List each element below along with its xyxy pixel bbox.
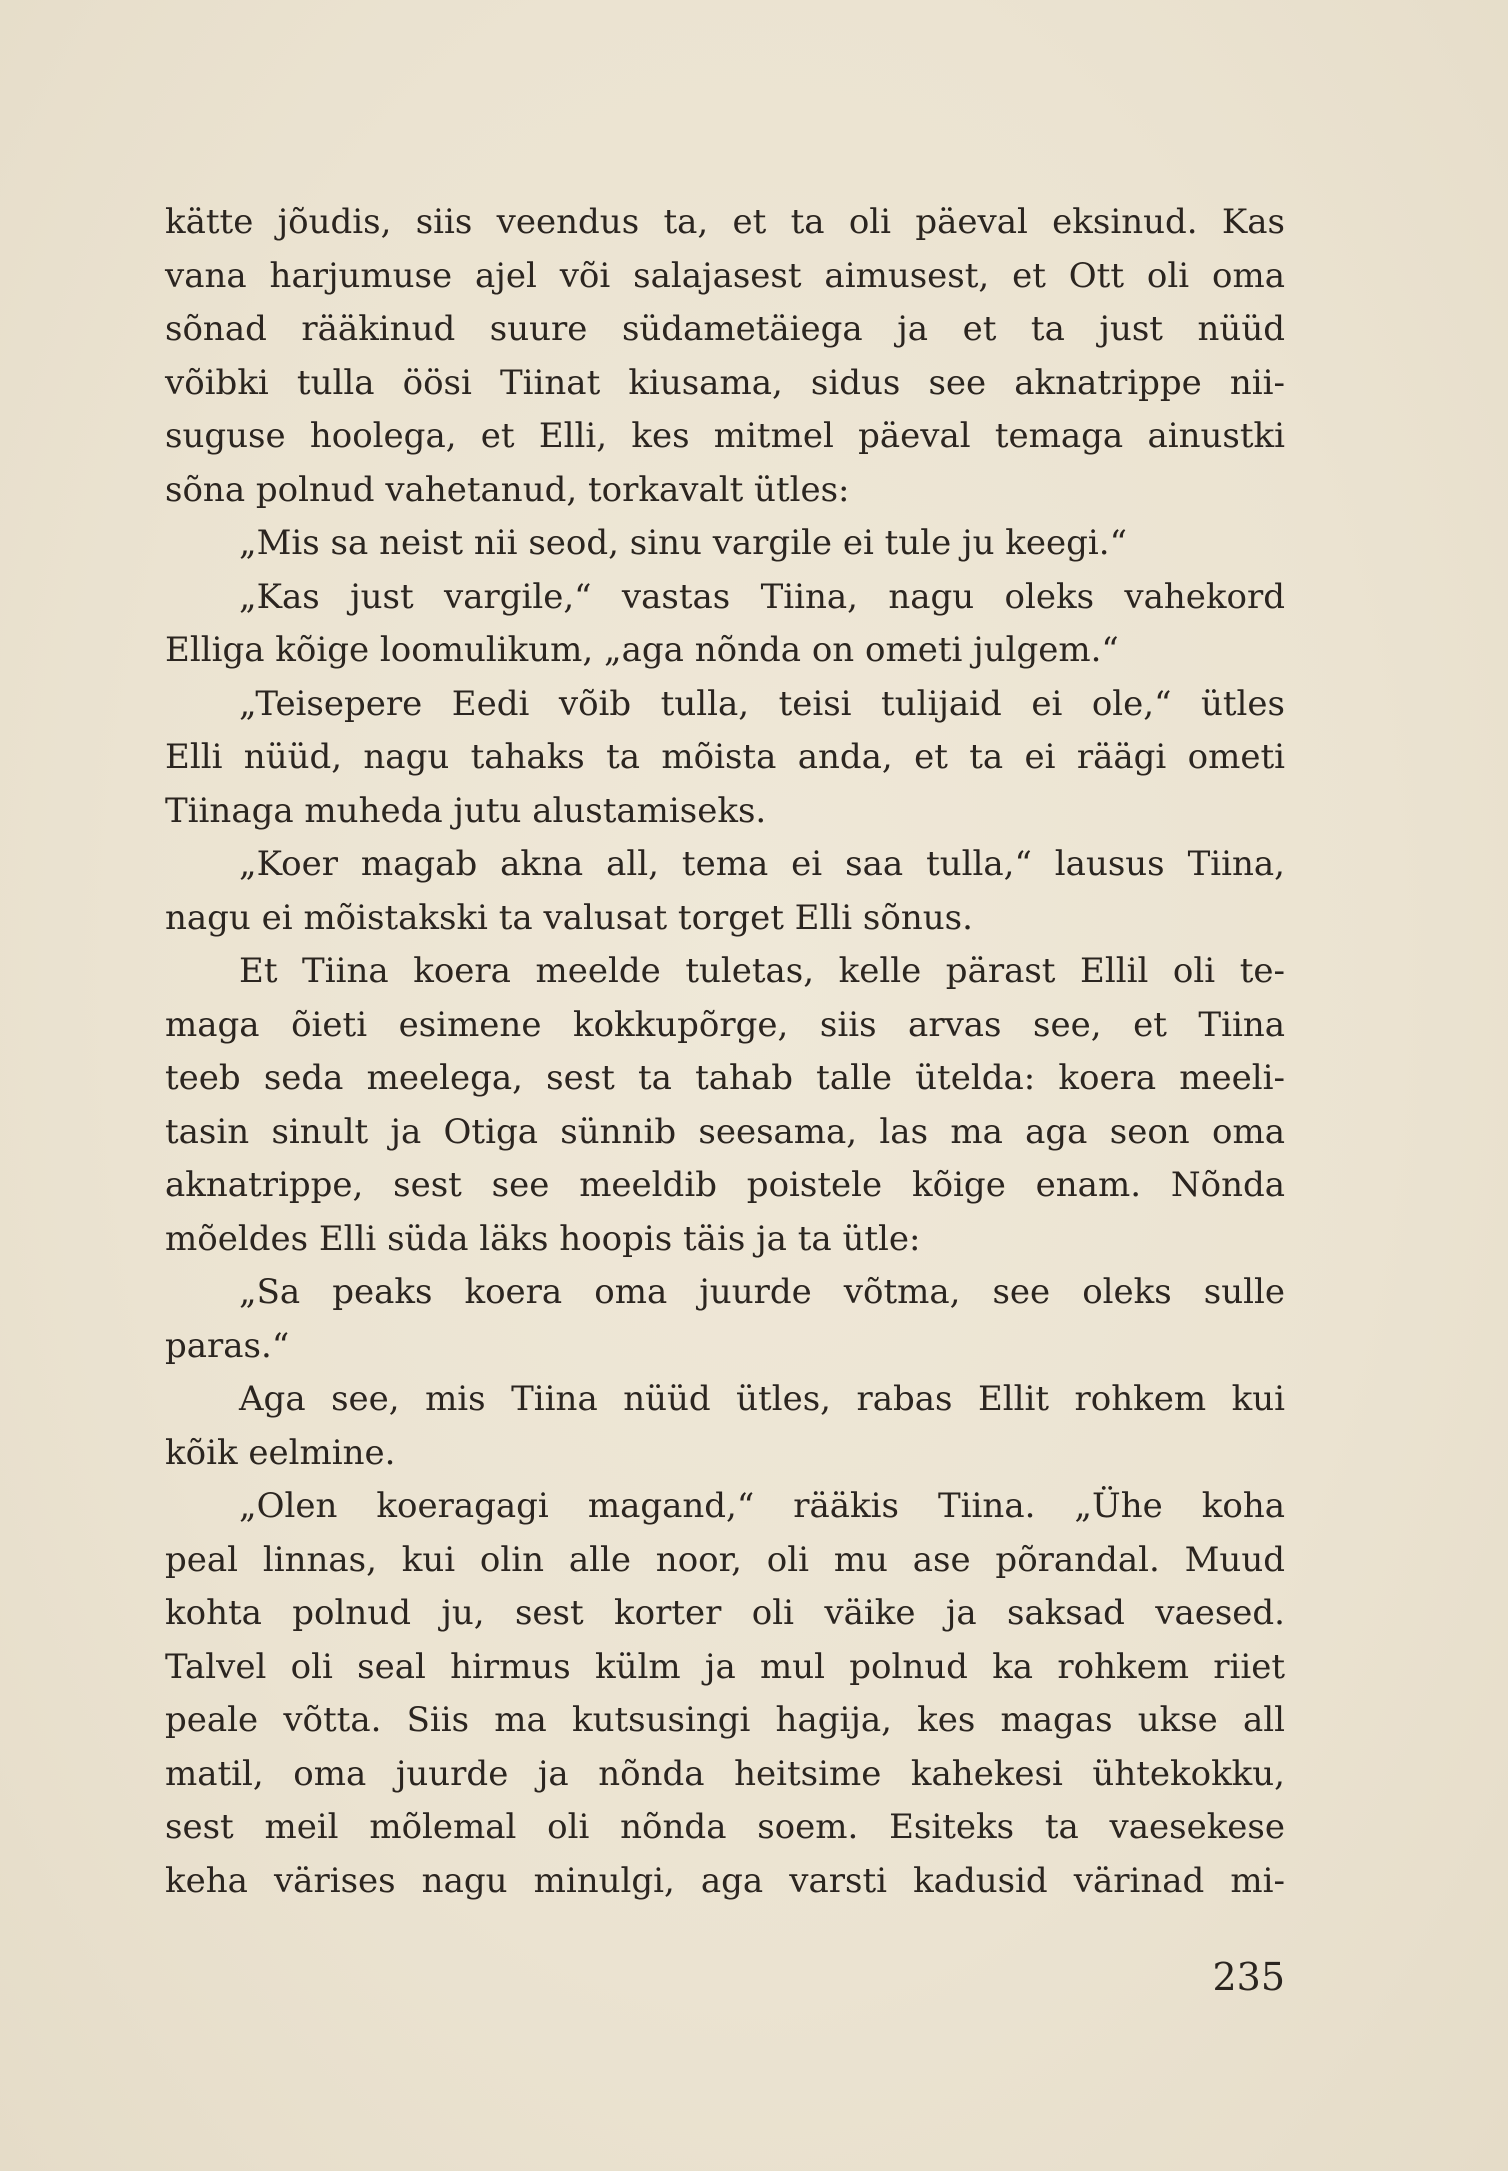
text-line: „Mis sa neist nii seod, sinu vargile ei tule ju keegi.“ — [239, 523, 1127, 563]
text-line: sõna polnud vahetanud, torkavalt ütles: — [165, 469, 850, 510]
text-line: Elliga kõige loomulikum, „aga nõnda on ometi julgem.“ — [165, 630, 1119, 670]
text-line: paras.“ — [165, 1325, 290, 1366]
text-line: kätte jõudis, siis veendus ta, et ta oli päeval eksinud. Kas — [165, 202, 1285, 242]
text-line: suguse hoolega, et Elli, kes mitmel päeval temaga ainustki — [165, 416, 1285, 456]
text-line: matil, oma juurde ja nõnda heitsime kahekesi ühtekokku, — [165, 1753, 1285, 1794]
text-line: kõik eelmine. — [165, 1432, 396, 1473]
text-line: Talvel oli seal hirmus külm ja mul polnud ka rohkem riiet — [165, 1646, 1285, 1687]
text-line: peal linnas, kui olin alle noor, oli mu ase põrandal. Muud — [165, 1539, 1285, 1580]
text-line: Et Tiina koera meelde tuletas, kelle pärast Ellil oli te- — [239, 951, 1285, 991]
text-line: vana harjumuse ajel või salajasest aimusest, et Ott oli oma — [165, 255, 1285, 296]
text-line: sest meil mõlemal oli nõnda soem. Esiteks ta vaesekese — [165, 1807, 1285, 1847]
body-text — [165, 196, 1285, 1908]
text-line: „Teisepere Eedi võib tulla, teisi tulijaid ei ole,“ ütles — [239, 683, 1285, 724]
text-line: Aga see, mis Tiina nüüd ütles, rabas Ellit rohkem kui — [239, 1379, 1285, 1419]
text-line: aknatrippe, sest see meeldib poistele kõige enam. Nõnda — [165, 1165, 1285, 1205]
text-line: „Kas just vargile,“ vastas Tiina, nagu oleks vahekord — [239, 576, 1285, 617]
text-line: peale võtta. Siis ma kutsusingi hagija, kes magas ukse all — [165, 1700, 1285, 1740]
text-line: Tiinaga muheda jutu alustamiseks. — [165, 790, 767, 831]
text-line: maga õieti esimene kokkupõrge, siis arvas see, et Tiina — [165, 1004, 1285, 1045]
text-line: „Sa peaks koera oma juurde võtma, see oleks sulle — [239, 1272, 1285, 1312]
text-line: tasin sinult ja Otiga sünnib seesama, las ma aga seon oma — [165, 1111, 1285, 1152]
text-line: „Koer magab akna all, tema ei saa tulla,“ lausus Tiina, — [239, 844, 1285, 884]
text-line: Elli nüüd, nagu tahaks ta mõista anda, et ta ei räägi ometi — [165, 737, 1285, 777]
text-line: nagu ei mõistakski ta valusat torget Elli sõnus. — [165, 897, 973, 938]
text-line: keha värises nagu minulgi, aga varsti kadusid värinad mi- — [165, 1860, 1285, 1901]
page-number: 235 — [1212, 1955, 1285, 1999]
text-line: „Olen koeragagi magand,“ rääkis Tiina. „Ühe koha — [239, 1486, 1285, 1526]
text-line: võibki tulla öösi Tiinat kiusama, sidus see aknatrippe nii- — [165, 362, 1285, 403]
text-line: kohta polnud ju, sest korter oli väike ja saksad vaesed. — [165, 1593, 1285, 1633]
text-line: sõnad rääkinud suure südametäiega ja et ta just nüüd — [165, 309, 1285, 349]
text-line: teeb seda meelega, sest ta tahab talle ütelda: koera meeli- — [165, 1058, 1285, 1098]
text-line: mõeldes Elli süda läks hoopis täis ja ta ütle: — [165, 1218, 921, 1259]
